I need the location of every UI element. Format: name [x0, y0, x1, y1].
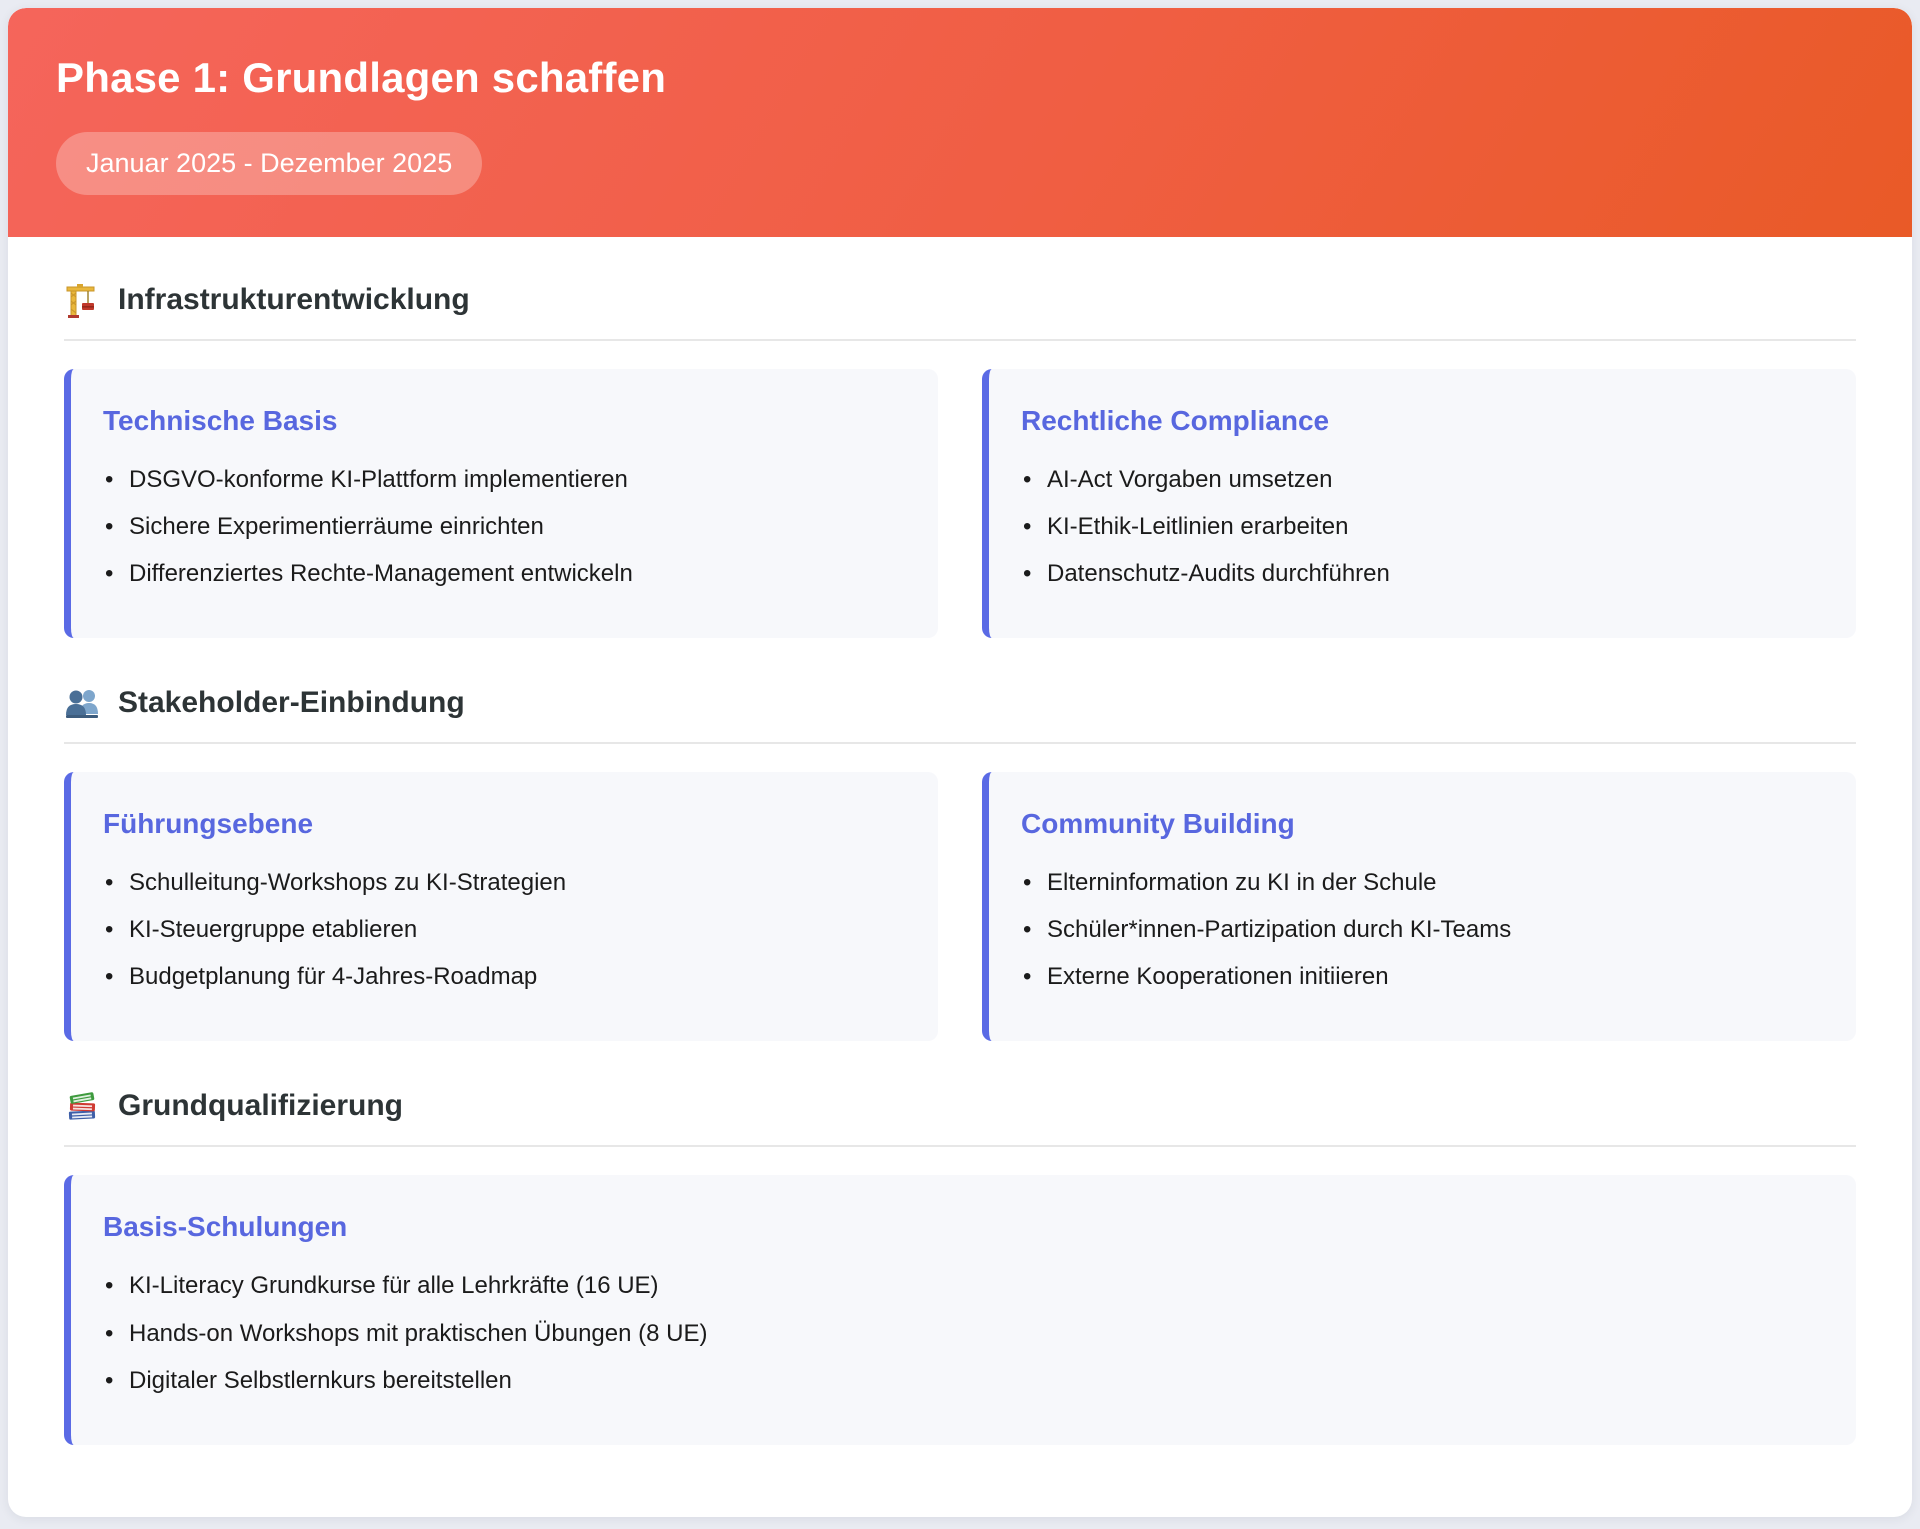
- list-item: • AI-Act Vorgaben umsetzen: [1021, 463, 1816, 497]
- section-infrastruktur: [64, 281, 1856, 638]
- users-icon: [64, 684, 102, 722]
- list-item: • Datenschutz-Audits durchführen: [1021, 557, 1816, 591]
- list-item: • Sichere Experimentierräume einrichten: [103, 510, 898, 544]
- list-item: • Schüler*innen-Partizipation durch KI-Teams: [1021, 913, 1816, 947]
- card-title: Führungsebene: [103, 808, 314, 840]
- list-item: • KI-Literacy Grundkurse für alle Lehrkräfte (16 UE): [103, 1269, 1816, 1303]
- card-title: Rechtliche Compliance: [1021, 405, 1330, 436]
- section-stakeholder: [64, 684, 1856, 1041]
- cards-row: [64, 772, 1856, 1041]
- books-icon: [64, 1087, 102, 1125]
- card-item-list: [103, 463, 898, 591]
- card-title: Community Building: [1021, 808, 1295, 840]
- list-item: • KI-Ethik-Leitlinien erarbeiten: [1021, 510, 1816, 544]
- list-item: • Elterninformation zu KI in der Schule: [1021, 866, 1816, 900]
- list-item: • KI-Steuergruppe etablieren: [103, 913, 898, 947]
- list-item: • Hands-on Workshops mit praktischen Übungen (8 UE): [103, 1317, 1816, 1351]
- section-title: Grundqualifizierung: [118, 1089, 403, 1123]
- card-item-list: [1021, 463, 1816, 591]
- list-item: • Schulleitung-Workshops zu KI-Strategien: [103, 866, 898, 900]
- cards-row: [64, 1175, 1856, 1444]
- section-title: Infrastrukturentwicklung: [118, 283, 470, 316]
- card-title: Technische Basis: [103, 405, 338, 436]
- phase-header: [8, 8, 1912, 237]
- cards-row: [64, 369, 1856, 638]
- card-fuehrungsebene: [64, 772, 938, 1041]
- section-header: [64, 281, 1856, 341]
- section-title: Stakeholder-Einbindung: [118, 686, 465, 720]
- section-grundqualifizierung: [64, 1087, 1856, 1444]
- list-item: • Externe Kooperationen initiieren: [1021, 960, 1816, 994]
- section-header: [64, 684, 1856, 744]
- card-item-list: [1021, 866, 1816, 994]
- date-range-badge: Januar 2025 - Dezember 2025: [56, 132, 482, 195]
- page-title: Phase 1: Grundlagen schaffen: [56, 54, 667, 101]
- phase-page-card: [8, 8, 1912, 1517]
- card-technische-basis: [64, 369, 938, 638]
- card-item-list: [103, 866, 898, 994]
- main-content: [8, 237, 1912, 1485]
- list-item: • Digitaler Selbstlernkurs bereitstellen: [103, 1364, 1816, 1398]
- list-item: • DSGVO-konforme KI-Plattform implementieren: [103, 463, 898, 497]
- crane-icon: [64, 281, 102, 319]
- card-community-building: [982, 772, 1856, 1041]
- list-item: • Differenziertes Rechte-Management entwickeln: [103, 557, 898, 591]
- card-item-list: [103, 1269, 1816, 1397]
- card-title: Basis-Schulungen: [103, 1211, 348, 1243]
- section-header: [64, 1087, 1856, 1147]
- list-item: • Budgetplanung für 4-Jahres-Roadmap: [103, 960, 898, 994]
- card-rechtliche-compliance: [982, 369, 1856, 638]
- card-basis-schulungen: [64, 1175, 1856, 1444]
